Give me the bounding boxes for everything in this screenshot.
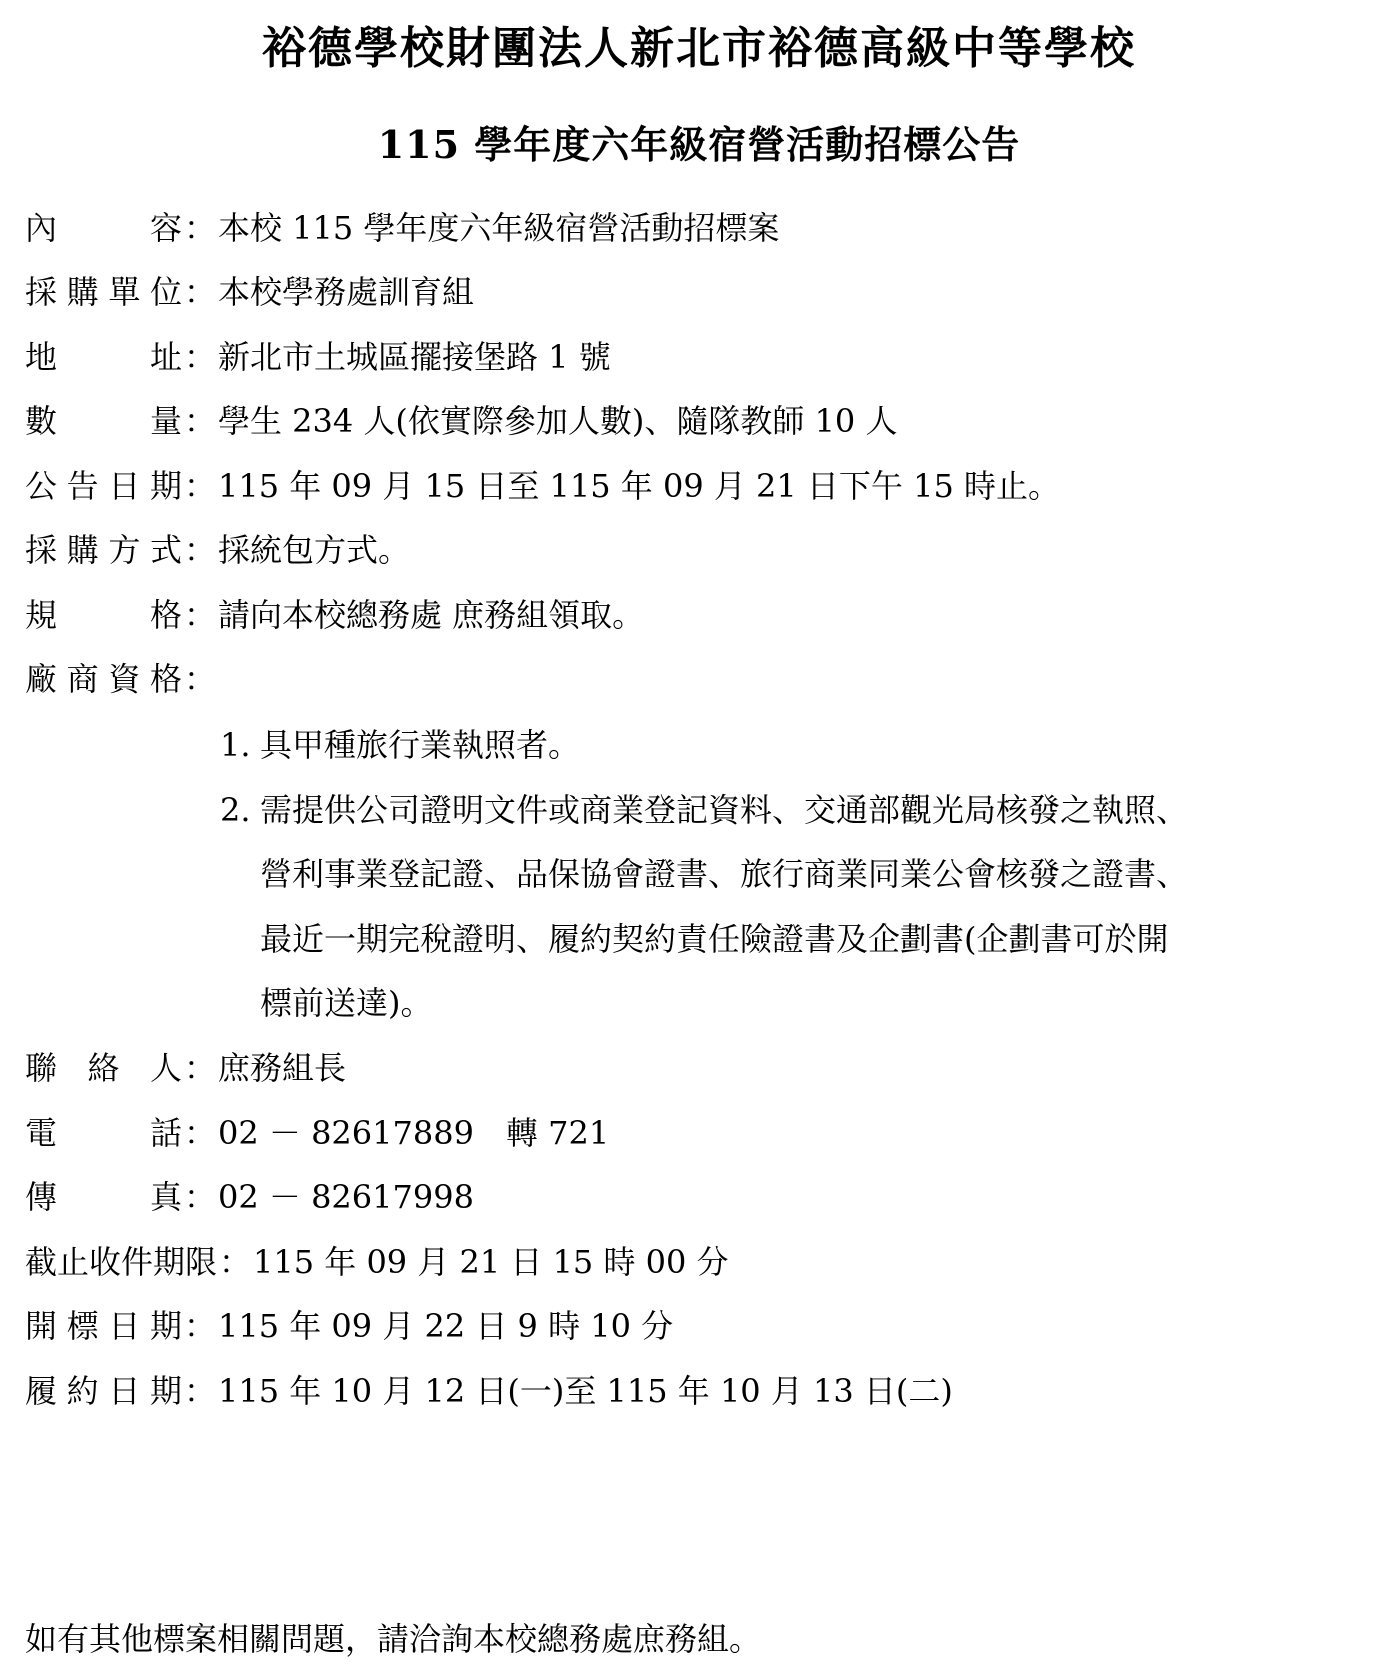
field-procurement-unit — [25, 269, 474, 315]
field-colon: ： — [183, 660, 216, 698]
field-label: 電話 — [25, 1114, 182, 1152]
field-phone — [25, 1110, 609, 1156]
field-label: 傳真 — [25, 1178, 182, 1216]
qualification-text-continued: 最近一期完稅證明、履約契約責任險證書及企劃書(企劃書可於開 — [260, 920, 1169, 958]
field-label: 規格 — [25, 596, 182, 634]
field-label: 開標日期 — [25, 1307, 182, 1345]
field-performance-date — [25, 1368, 953, 1414]
field-value: 採統包方式。 — [218, 531, 411, 569]
field-colon: ： — [183, 1372, 216, 1410]
field-fax — [25, 1174, 474, 1220]
qualification-item-2 — [220, 787, 1188, 833]
field-value: 115 年 09 月 15 日至 115 年 09 月 21 日下午 15 時止。 — [218, 467, 1060, 505]
field-colon: ： — [183, 402, 216, 440]
qualification-number: 1. — [220, 726, 251, 764]
field-value: 請向本校總務處 庶務組領取。 — [218, 596, 645, 634]
field-label: 採購方式 — [25, 531, 182, 569]
field-colon: ： — [219, 1243, 252, 1281]
field-label: 採購單位 — [25, 273, 182, 311]
field-label: 聯絡人 — [25, 1049, 182, 1087]
field-colon: ： — [183, 596, 216, 634]
field-value: 新北市土城區擺接堡路 1 號 — [218, 338, 611, 376]
school-title: 裕德學校財團法人新北市裕德高級中等學校 — [262, 23, 1136, 74]
field-value: 115 年 09 月 21 日 15 時 00 分 — [253, 1243, 729, 1281]
qualification-text: 需提供公司證明文件或商業登記資料、交通部觀光局核發之執照、 — [260, 791, 1189, 829]
field-colon: ： — [183, 1307, 216, 1345]
field-quantity — [25, 398, 897, 444]
field-value: 學生 234 人(依實際參加人數)、隨隊教師 10 人 — [218, 402, 898, 440]
footer-note: 如有其他標案相關問題，請洽詢本校總務處庶務組。 — [25, 1620, 762, 1658]
field-colon: ： — [183, 209, 216, 247]
field-value: 本校 115 學年度六年級宿營活動招標案 — [218, 209, 780, 247]
field-label: 地址 — [25, 338, 182, 376]
field-bid-opening-date — [25, 1303, 673, 1349]
field-label: 履約日期 — [25, 1372, 182, 1410]
qualification-item-1 — [220, 722, 580, 768]
field-colon: ： — [183, 467, 216, 505]
field-label: 數量 — [25, 402, 182, 440]
qualification-text: 具甲種旅行業執照者。 — [260, 726, 581, 764]
field-submission-deadline — [25, 1239, 729, 1285]
field-specification — [25, 592, 644, 638]
qualification-text-continued: 營利事業登記證、品保協會證書、旅行商業同業公會核發之證書、 — [260, 855, 1189, 893]
field-announcement-date — [25, 463, 1060, 509]
qualification-text-continued: 標前送達)。 — [260, 984, 433, 1022]
field-label: 廠商資格 — [25, 660, 182, 698]
field-value: 本校學務處訓育組 — [218, 273, 475, 311]
field-contact-person — [25, 1045, 346, 1091]
qualification-number: 2. — [220, 791, 251, 829]
field-label: 內容 — [25, 209, 182, 247]
field-label: 截止收件期限 — [25, 1243, 218, 1281]
field-colon: ： — [183, 273, 216, 311]
field-procurement-method — [25, 527, 410, 573]
field-content — [25, 205, 779, 251]
field-address — [25, 334, 611, 380]
field-vendor-qualifications — [25, 656, 218, 702]
field-value: 115 年 09 月 22 日 9 時 10 分 — [218, 1307, 674, 1345]
field-value: 庶務組長 — [218, 1049, 347, 1087]
field-value: 02 － 82617889 轉 721 — [218, 1114, 610, 1152]
field-colon: ： — [183, 1114, 216, 1152]
field-value: 02 － 82617998 — [218, 1178, 474, 1216]
field-colon: ： — [183, 1178, 216, 1216]
field-colon: ： — [183, 338, 216, 376]
field-colon: ： — [183, 1049, 216, 1087]
field-label: 公告日期 — [25, 467, 182, 505]
announcement-title: 115 學年度六年級宿營活動招標公告 — [377, 122, 1021, 167]
field-value: 115 年 10 月 12 日(一)至 115 年 10 月 13 日(二) — [218, 1372, 953, 1410]
field-colon: ： — [183, 531, 216, 569]
